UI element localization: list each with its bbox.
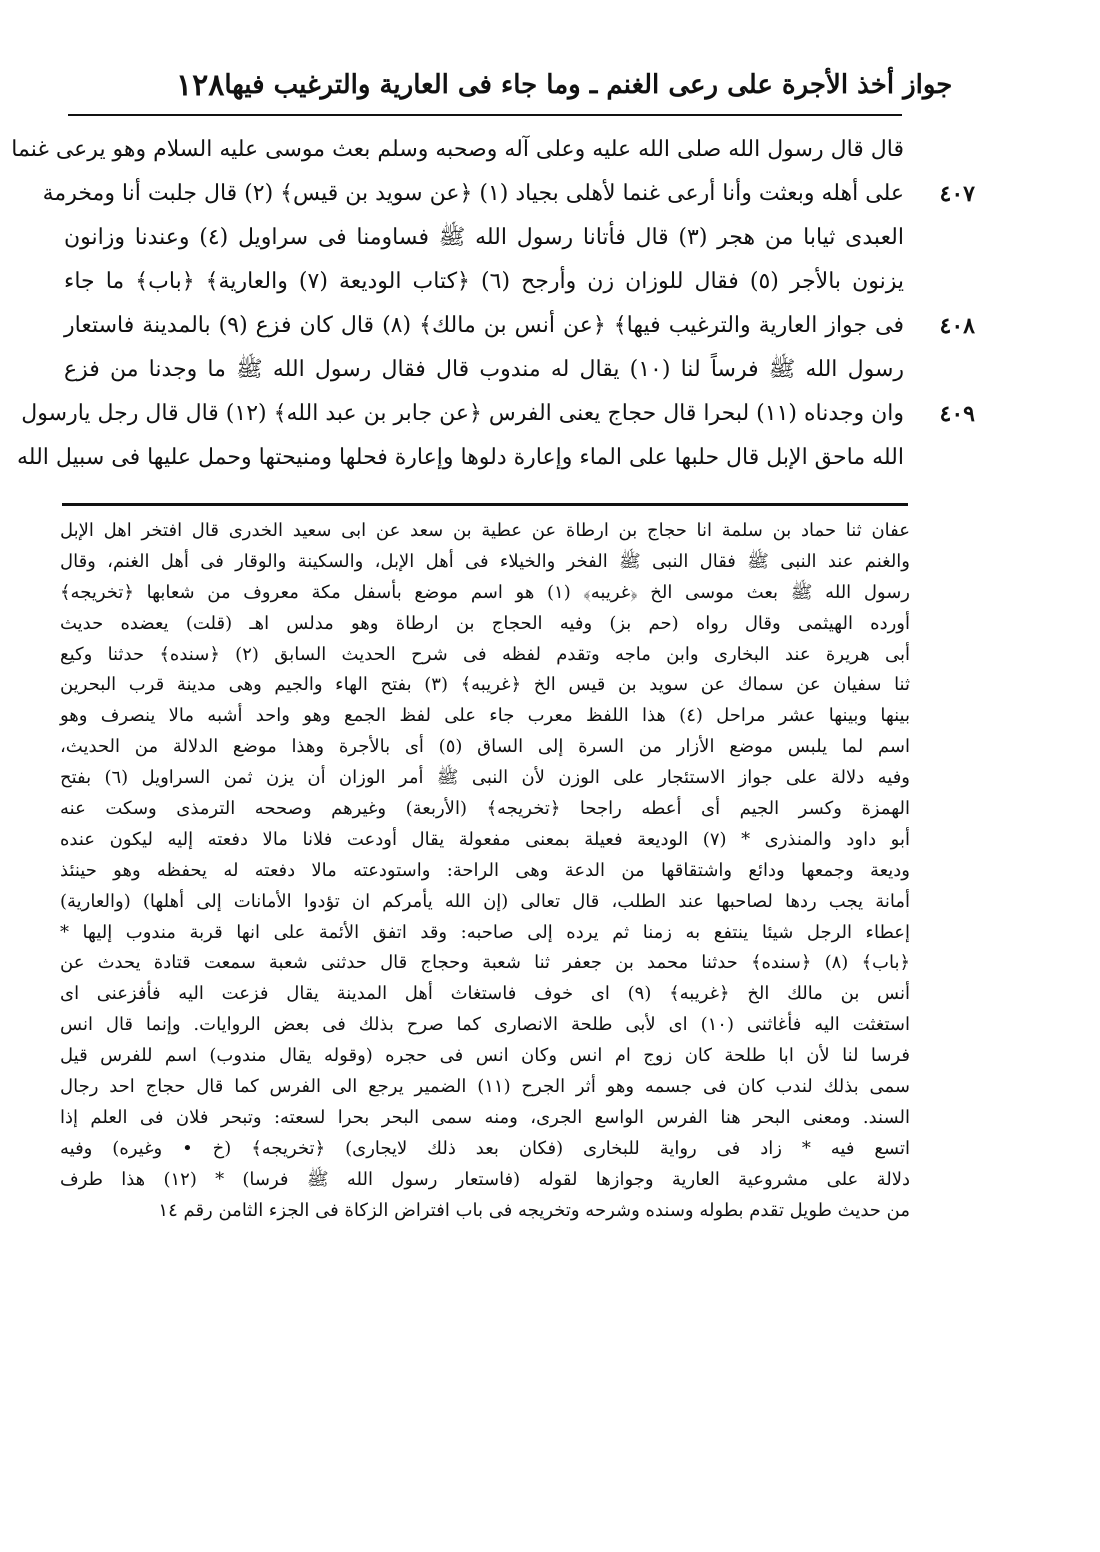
main-text-line: فى جواز العارية والترغيب فيها﴾ ﴿عن أنس بن مالك﴾ (٨) قال كان فزع (٩) بالمدينة فاستعار <box>64 313 904 338</box>
footnote-line: سمى بذلك لندب كان فى جسمه وهو أثر الجرح (١١) الضمير يرجع الى الفرس كما قال حجاج احد رجال <box>60 1076 910 1098</box>
footnote-line: دلالة على مشروعية العارية وجوازها لقوله (فاستعار رسول الله ﷺ فرسا) * (١٢) هذا طرف <box>60 1168 910 1190</box>
main-text-line: العبدى ثيابا من هجر (٣) قال فأتانا رسول الله ﷺ فساومنا فى سراويل (٤) وعندنا وزانون <box>64 225 904 250</box>
footnote-line: أنس بن مالك الخ ﴿غريبه﴾ (٩) اى خوف فاستغاث أهل المدينة يقال فزعت اليه فأفزعنى اى <box>60 983 911 1005</box>
footnote-line: السند. ومعنى البحر هنا الفرس الواسع الجرى، ومنه سمى البحر بحرا لسعته: وتبحر فلان فى العلم إذا <box>60 1106 910 1128</box>
main-text-line: الله ماحق الإبل قال حلبها على الماء وإعارة دلوها وإعارة فحلها ومنيحتها وحمل عليها فى سبيل الله <box>17 445 904 470</box>
main-text-line: رسول الله ﷺ فرساً لنا (١٠) يقال له مندوب قال فقال رسول الله ﷺ ما وجدنا من فزع <box>64 357 904 382</box>
footnote-line: والغنم عند النبى ﷺ فقال النبى ﷺ الفخر والخيلاء فى أهل الإبل، والسكينة والوقار فى أهل الغنم، وقال <box>60 550 910 572</box>
footnote-line: رسول الله ﷺ بعث موسى الخ ﴿غريبه﴾ (١) هو اسم موضع بأسفل مكة معروف من شعابها ﴿تخريجه﴾ <box>60 581 910 603</box>
footnote-line: استغثت اليه فأغاثنى (١٠) اى لأبى طلحة الانصارى كما صرح بذلك فى بعض الروايات. وإنما قال انس <box>60 1014 910 1036</box>
footnote-line: وفيه دلالة على جواز الاستئجار على الوزن لأن النبى ﷺ أمر الوزان أن يزن ثمن السراويل (٦) بفتح <box>60 767 910 789</box>
main-text-line: يزنون بالأجر (٥) فقال للوزان زن وأرجح (٦) ﴿كتاب الوديعة (٧) والعارية﴾ ﴿باب﴾ ما جاء <box>64 269 905 294</box>
footnote-line: إعطاء الرجل شيئا ينتفع به زمنا ثم يرده إلى صاحبه: وقد اتفق الأئمة على انها قربة مندوب إليها * <box>60 921 910 943</box>
main-text-line: وان وجدناه (١١) لبحرا قال حجاج يعنى الفرس ﴿عن جابر بن عبد الله﴾ (١٢) قال قال رجل يارسول <box>21 401 904 426</box>
footnote-line: وديعة وجمعها ودائع واشتقاقها من الدعة وهى الراحة: واستودعته مالا دفعته له يحفظه وهو حينئذ <box>60 859 910 881</box>
main-text-block <box>11 128 905 480</box>
main-text-line: على أهله وبعثت وأنا أرعى غنما لأهلى بجياد (١) ﴿عن سويد بن قيس﴾ (٢) قال جلبت أنا ومخرمة <box>42 181 904 206</box>
footnote-line: من حديث طويل تقدم بطوله وسنده وشرحه وتخريجه فى باب افتراض الزكاة فى الجزء الثامن رقم ١٤ <box>158 1199 910 1221</box>
footnote-divider <box>62 503 908 506</box>
footnote-line: بينها وبينها عشر مراحل (٤) هذا اللفظ معرب جاء على لفظ الجمع وهو واحد أشبه مالا ينصرف وهو <box>60 705 910 727</box>
footnote-line: اسم لما يلبس موضع الأزار من السرة إلى الساق (٥) أى بالأجرة وهذا موضع الدلالة من الحديث، <box>60 736 910 758</box>
footnote-line: أورده الهيثمى وقال رواه (حم بز) وفيه الحجاج بن ارطاة وهو مدلس اهـ (قلت) يعضده حديث <box>60 612 910 634</box>
running-header <box>150 62 953 108</box>
footnote-line: عفان ثنا حماد بن سلمة انا حجاج بن ارطاة عن عطية بن سعد عن ابى سعيد الخدرى قال افتخر اهل الإبل <box>60 520 910 541</box>
footnotes-block <box>60 516 910 1226</box>
header-rule <box>68 114 902 116</box>
header-title: جواز أخذ الأجرة على رعى الغنم ـ وما جاء فى العارية والترغيب فيها <box>224 70 953 100</box>
hadith-number: ٤٠٨ <box>939 313 975 339</box>
footnote-line: أمانة يجب ردها لصاحبها عند الطلب، قال تعالى (إن الله يأمركم ان تؤدوا الأمانات إلى أهلها) (والعارية) <box>60 890 910 912</box>
hadith-number: ٤٠٧ <box>939 181 975 207</box>
footnote-line: ﴿باب﴾ (٨) ﴿سنده﴾ حدثنا محمد بن جعفر ثنا شعبة وحجاج قال حدثنى شعبة سمعت قتادة يحدث عن <box>60 952 911 974</box>
page-number: ١٢٨ <box>176 67 225 103</box>
footnote-line: ثنا سفيان عن سماك عن سويد بن قيس الخ ﴿غريبه﴾ (٣) بفتح الهاء والجيم وهى مدينة قرب البحرين <box>60 674 910 696</box>
main-text-line: قال قال رسول الله صلى الله عليه وعلى آله وصحبه وسلم بعث موسى عليه السلام وهو يرعى غنما <box>11 137 904 162</box>
footnote-line: اتسع فيه * زاد فى رواية للبخارى (فكان بعد ذلك لايجارى) ﴿تخريجه﴾ (خ • وغيره) وفيه <box>60 1137 910 1159</box>
hadith-number: ٤٠٩ <box>939 401 975 427</box>
footnote-line: فرسا لنا لأن ابا طلحة كان زوج ام انس وكان انس فى حجره (وقوله يقال مندوب) اسم للفرس قيل <box>60 1045 911 1067</box>
footnote-line: الهمزة وكسر الجيم أى أعطه راجحا ﴿تخريجه﴾ (الأربعة) وغيرهم وصححه الترمذى وسكت عنه <box>60 798 910 820</box>
footnote-line: أبى هريرة عند البخارى وابن ماجه وتقدم لفظه فى شرح الحديث السابق (٢) ﴿سنده﴾ حدثنا وكيع <box>60 643 911 665</box>
footnote-line: أبو داود والمنذرى * (٧) الوديعة فعيلة بمعنى مفعولة يقال أودعت فلانا مالا دفعته إليه ليكون عنده <box>60 828 910 850</box>
